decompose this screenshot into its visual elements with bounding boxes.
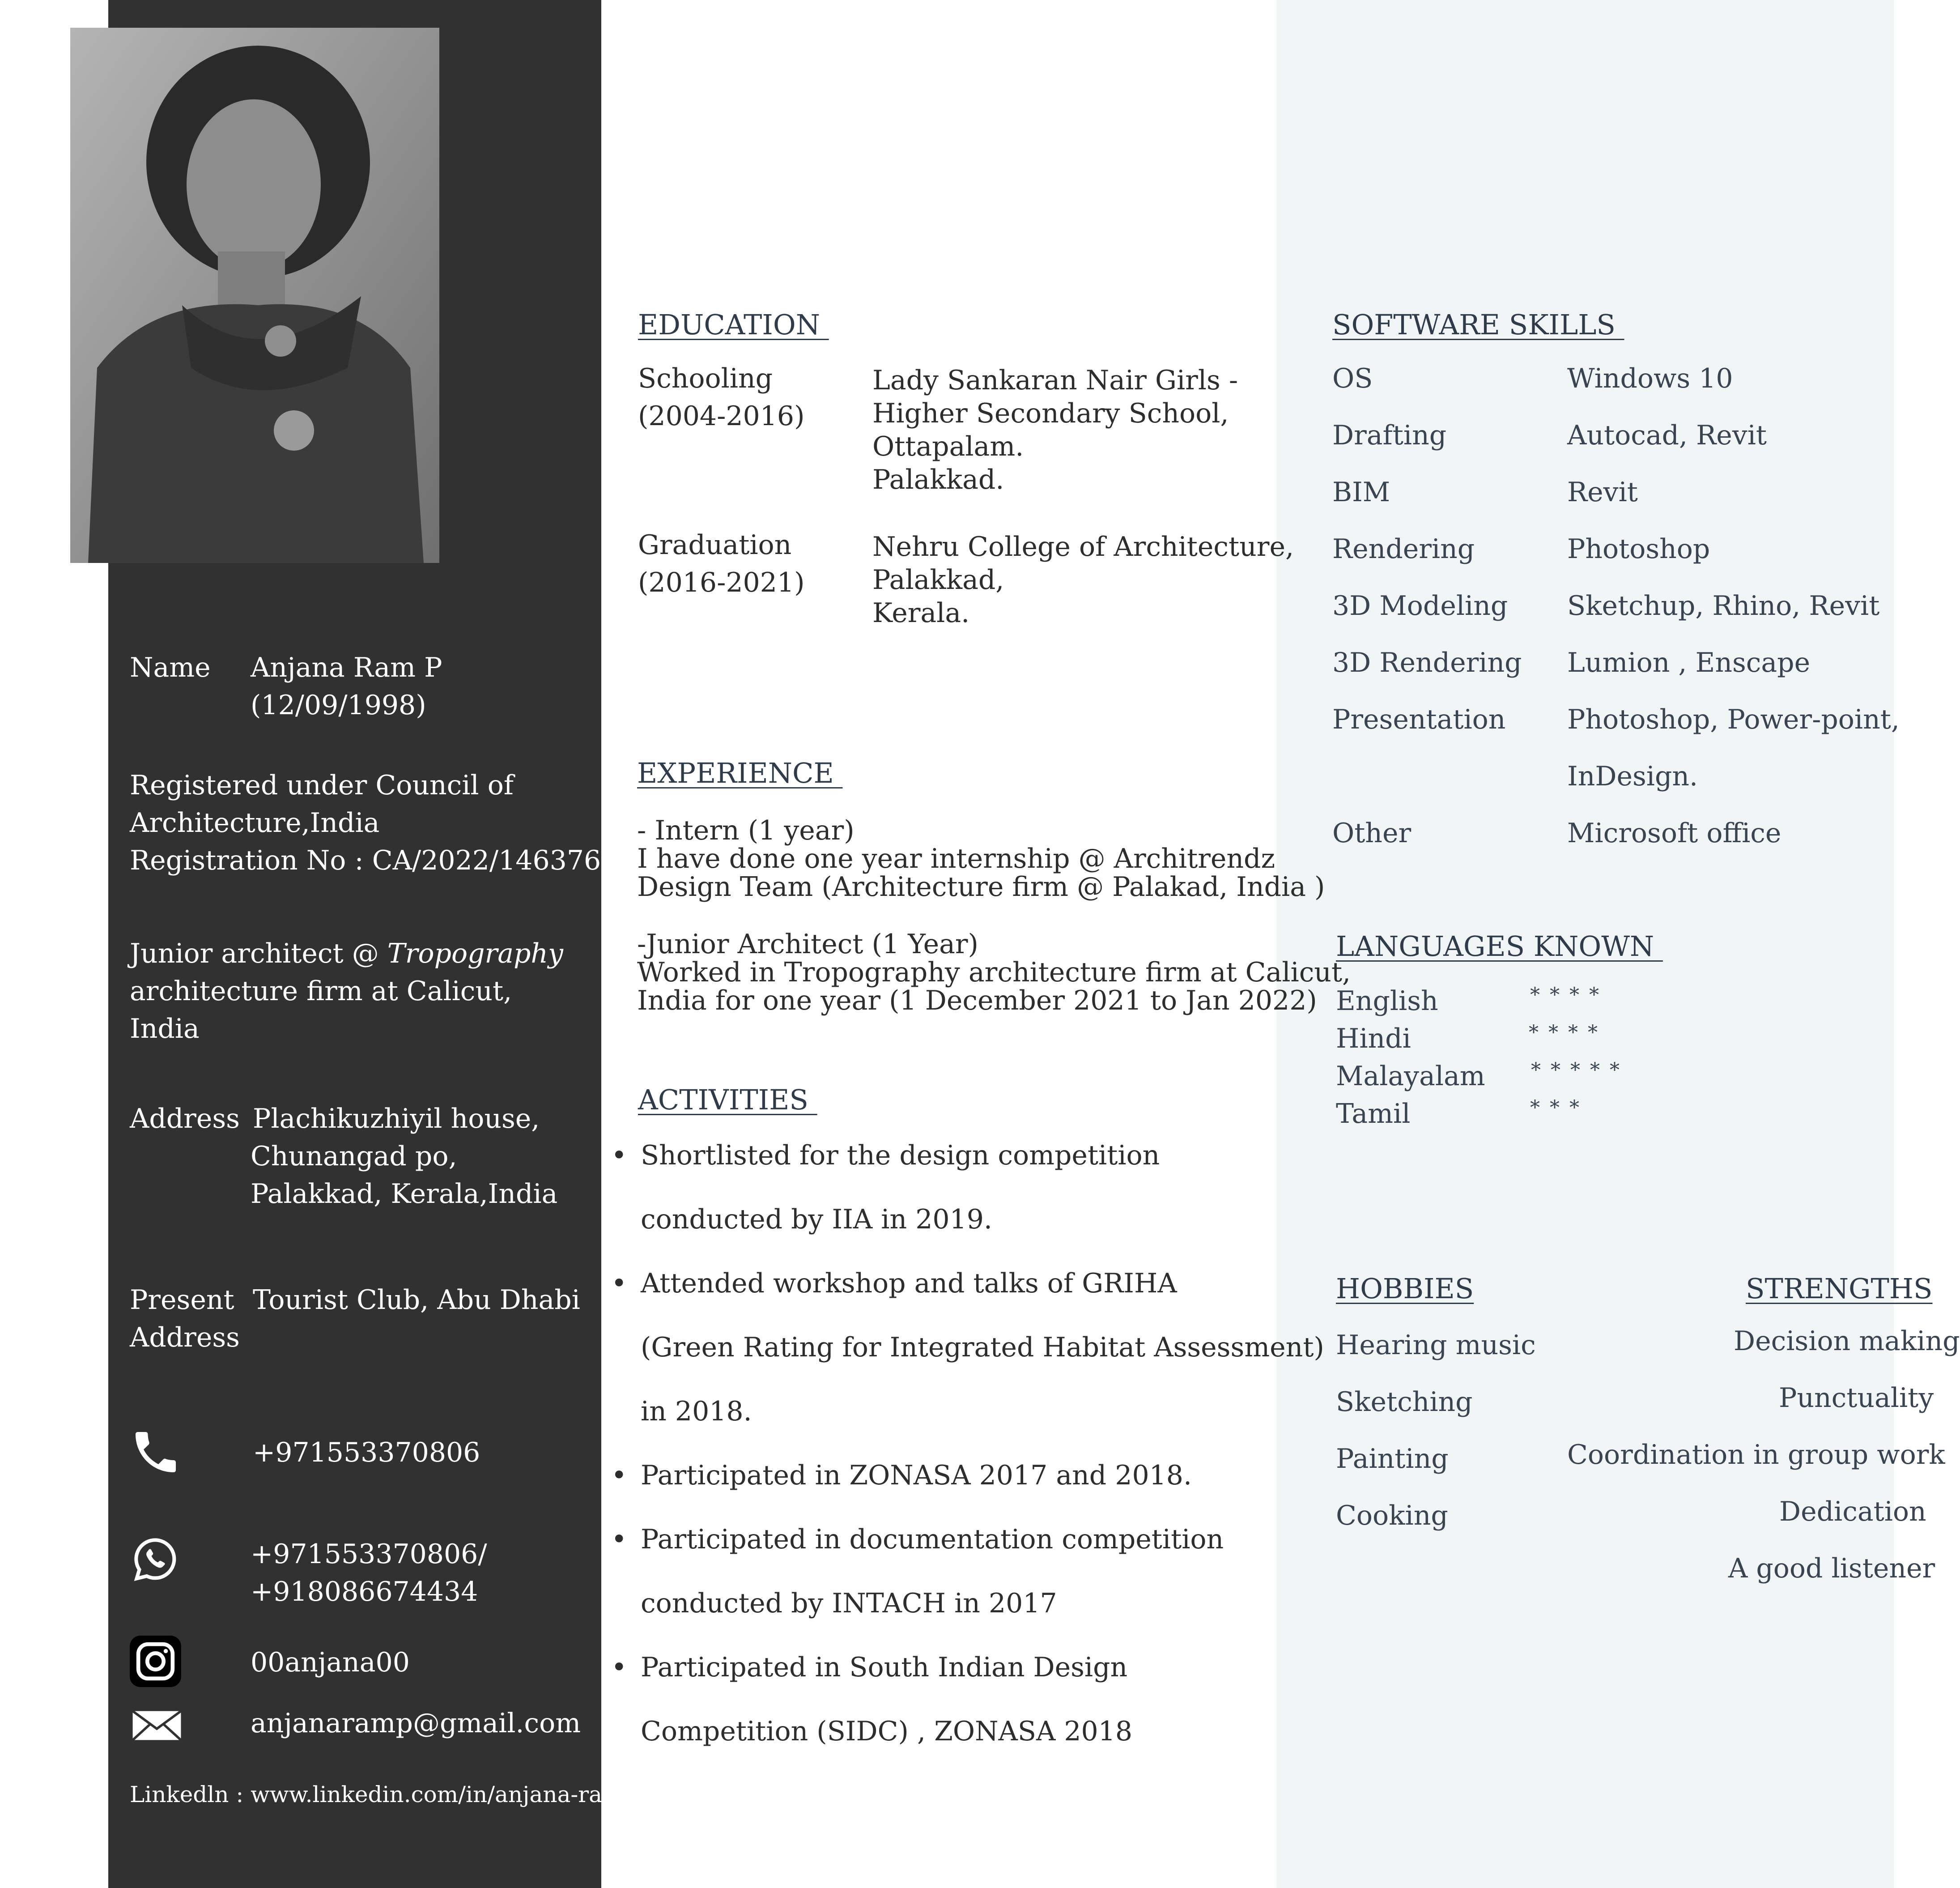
languages-heading: LANGUAGES KNOWN xyxy=(1336,930,1663,963)
activity-line-8: conducted by INTACH in 2017 xyxy=(641,1588,1057,1619)
instagram-icon xyxy=(130,1636,181,1687)
skill-value-bim: Revit xyxy=(1567,477,1638,508)
experience-line-5: Worked in Tropography architecture firm at Calicut, xyxy=(637,957,1351,988)
present-address-label-2: Address xyxy=(130,1322,240,1353)
strength-item: Punctuality xyxy=(1779,1382,1934,1414)
schooling-label: Schooling xyxy=(638,363,773,394)
software-skills-heading: SOFTWARE SKILLS xyxy=(1332,308,1624,341)
schooling-line-1: Lady Sankaran Nair Girls - xyxy=(872,365,1238,396)
job-prefix: Junior architect @ xyxy=(130,938,387,969)
activity-bullet: • xyxy=(611,1524,627,1555)
skill-value-rendering: Photoshop xyxy=(1567,533,1710,565)
date-of-birth: (12/09/1998) xyxy=(251,690,426,721)
activity-bullet: • xyxy=(611,1460,627,1491)
experience-heading: EXPERIENCE xyxy=(637,757,843,789)
experience-line-4: -Junior Architect (1 Year) xyxy=(637,929,978,960)
address-line-1: Plachikuzhiyil house, xyxy=(253,1103,540,1134)
graduation-label: Graduation xyxy=(638,529,792,561)
skill-label-3d-modeling: 3D Modeling xyxy=(1332,590,1508,622)
mail-icon xyxy=(131,1709,183,1742)
activity-line-10: Competition (SIDC) , ZONASA 2018 xyxy=(641,1716,1133,1747)
activity-line-9: Participated in South Indian Design xyxy=(641,1652,1128,1683)
strength-item: Dedication xyxy=(1779,1496,1926,1527)
skill-label-rendering: Rendering xyxy=(1332,533,1475,565)
activity-bullet: • xyxy=(611,1652,627,1683)
whatsapp-number-2[interactable]: +918086674434 xyxy=(251,1576,478,1607)
graduation-line-1: Nehru College of Architecture, xyxy=(872,531,1294,563)
skill-label-presentation: Presentation xyxy=(1332,704,1506,735)
graduation-years: (2016-2021) xyxy=(638,567,805,598)
skill-value-os: Windows 10 xyxy=(1567,363,1733,394)
education-heading: EDUCATION xyxy=(638,308,829,341)
present-address-value: Tourist Club, Abu Dhabi xyxy=(253,1284,580,1316)
skill-label-other: Other xyxy=(1332,818,1412,849)
strength-item: Decision making xyxy=(1734,1325,1960,1357)
current-job xyxy=(130,935,563,972)
registration-line-1: Registered under Council of xyxy=(130,770,514,801)
registration-number: Registration No : CA/2022/146376 xyxy=(130,845,601,876)
activity-bullet: • xyxy=(611,1268,627,1299)
skill-value-3d-modeling: Sketchup, Rhino, Revit xyxy=(1567,590,1880,622)
experience-line-3: Design Team (Architecture firm @ Palakad, India ) xyxy=(637,871,1325,903)
schooling-years: (2004-2016) xyxy=(638,401,805,432)
skill-label-os: OS xyxy=(1332,363,1373,394)
hobby-item: Painting xyxy=(1336,1443,1449,1475)
rating-tamil: * * * xyxy=(1530,1096,1581,1119)
job-firm: Tropography xyxy=(387,938,563,969)
activities-heading: ACTIVITIES xyxy=(638,1083,817,1116)
language-english: English xyxy=(1336,985,1438,1017)
phone-number[interactable]: +971553370806 xyxy=(253,1437,480,1468)
strengths-heading: STRENGTHS xyxy=(1746,1272,1933,1305)
skill-label-bim: BIM xyxy=(1332,477,1390,508)
name-value: Anjana Ram P xyxy=(251,652,442,683)
language-hindi: Hindi xyxy=(1336,1023,1411,1054)
activity-line-6: Participated in ZONASA 2017 and 2018. xyxy=(641,1460,1192,1491)
present-address-label-1: Present xyxy=(130,1284,234,1316)
rating-hindi: * * * * xyxy=(1529,1021,1599,1044)
schooling-line-3: Ottapalam. xyxy=(872,431,1024,462)
name-label: Name xyxy=(130,652,211,683)
job-line-2: India xyxy=(130,1013,200,1044)
email-address[interactable]: anjanaramp@gmail.com xyxy=(251,1708,581,1739)
activity-line-3: Attended workshop and talks of GRIHA xyxy=(641,1268,1177,1299)
activity-line-7: Participated in documentation competition xyxy=(641,1524,1224,1555)
skill-value-presentation: Photoshop, Power-point, xyxy=(1567,704,1900,735)
rating-english: * * * * xyxy=(1530,984,1601,1006)
hobbies-heading: HOBBIES xyxy=(1336,1272,1474,1305)
graduation-line-2: Palakkad, xyxy=(872,564,1004,596)
strengths-clip xyxy=(1276,0,1960,1888)
activity-line-1: Shortlisted for the design competition xyxy=(641,1140,1160,1171)
schooling-line-2: Higher Secondary School, xyxy=(872,398,1229,429)
job-line-1: architecture firm at Calicut, xyxy=(130,976,512,1007)
strength-item: Coordination in group work xyxy=(1567,1439,1945,1470)
skill-value-3d-rendering: Lumion , Enscape xyxy=(1567,647,1811,678)
hobby-item: Hearing music xyxy=(1336,1330,1536,1361)
registration-line-2: Architecture,India xyxy=(130,807,380,839)
rating-malayalam: * * * * * xyxy=(1531,1059,1621,1082)
linkedin-url[interactable]: Linkedln : www.linkedin.com/in/anjana-ram-p- xyxy=(130,1781,653,1807)
activity-line-2: conducted by IIA in 2019. xyxy=(641,1204,992,1235)
skill-value-other: Microsoft office xyxy=(1567,818,1781,849)
experience-line-1: - Intern (1 year) xyxy=(637,815,855,846)
hobby-item: Cooking xyxy=(1336,1500,1448,1531)
activity-bullet: • xyxy=(611,1140,627,1171)
activity-line-4: (Green Rating for Integrated Habitat Assessment) xyxy=(641,1332,1324,1363)
address-line-3: Palakkad, Kerala,India xyxy=(251,1178,558,1210)
phone-icon xyxy=(129,1425,183,1479)
whatsapp-icon xyxy=(129,1533,183,1586)
address-line-2: Chunangad po, xyxy=(251,1141,457,1172)
strength-item: A good listener xyxy=(1728,1553,1935,1584)
address-label: Address xyxy=(130,1103,240,1134)
instagram-handle[interactable]: 00anjana00 xyxy=(251,1647,410,1678)
schooling-line-4: Palakkad. xyxy=(872,464,1004,495)
experience-line-6: India for one year (1 December 2021 to Jan 2022) xyxy=(637,985,1317,1016)
activity-line-5: in 2018. xyxy=(641,1396,752,1427)
skill-label-3d-rendering: 3D Rendering xyxy=(1332,647,1522,678)
experience-line-2: I have done one year internship @ Architrendz xyxy=(637,843,1275,874)
skill-value-drafting: Autocad, Revit xyxy=(1567,420,1767,451)
graduation-line-3: Kerala. xyxy=(872,597,970,629)
whatsapp-number-1[interactable]: +971553370806/ xyxy=(251,1539,487,1570)
language-malayalam: Malayalam xyxy=(1336,1061,1485,1092)
skill-value-presentation-cont: InDesign. xyxy=(1567,761,1698,792)
skill-label-drafting: Drafting xyxy=(1332,420,1447,451)
profile-photo xyxy=(70,28,439,563)
language-tamil: Tamil xyxy=(1336,1098,1411,1129)
hobby-item: Sketching xyxy=(1336,1386,1473,1418)
